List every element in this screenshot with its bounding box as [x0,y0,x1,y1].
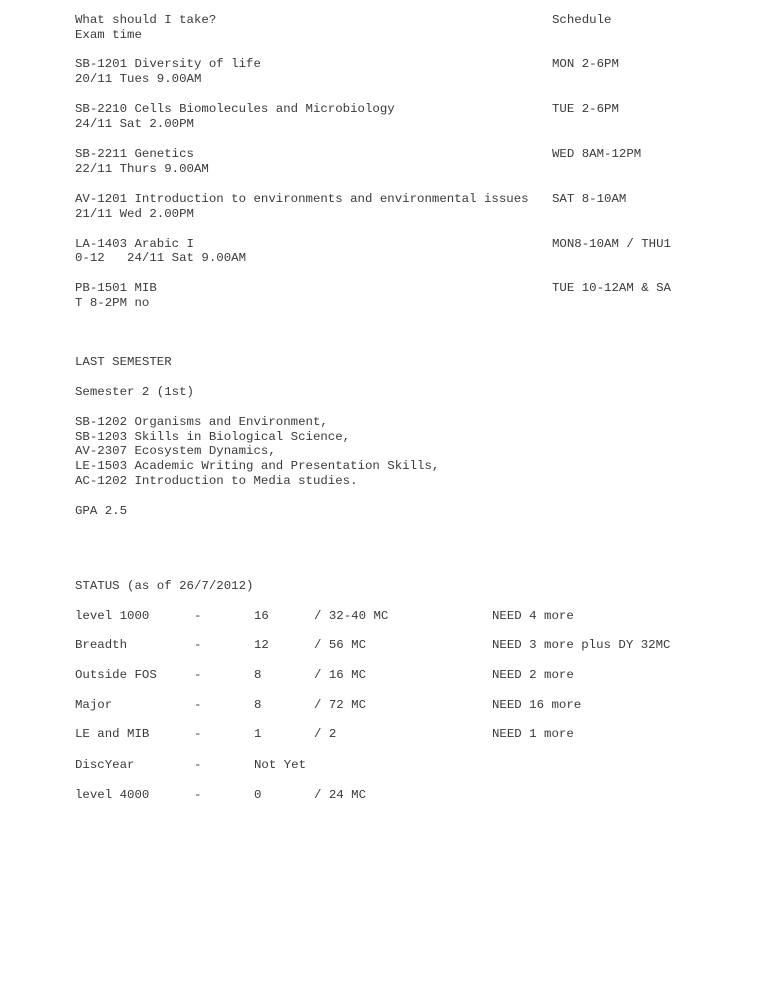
course-title: AV-1201 Introduction to environments and environmental issues [75,192,529,206]
status-heading: STATUS (as of 26/7/2012) [75,579,254,593]
status-value: 8 [254,698,262,712]
status-label: DiscYear [75,758,135,772]
status-label: level 1000 [75,609,150,623]
course-exam: 22/11 Thurs 9.00AM [75,162,209,176]
status-dash: - [194,727,202,741]
last-semester-course: SB-1203 Skills in Biological Science, [75,430,351,444]
status-total: / 56 MC [314,638,367,652]
last-semester-heading: LAST SEMESTER [75,355,172,369]
gpa: GPA 2.5 [75,504,128,518]
course-schedule: MON8-10AM / THU1 [552,237,671,251]
status-dash: - [194,609,202,623]
last-semester-course: AC-1202 Introduction to Media studies. [75,474,358,488]
status-dash: - [194,668,202,682]
status-label: Major [75,698,113,712]
semester-label: Semester 2 (1st) [75,385,194,399]
status-need: NEED 4 more [492,609,574,623]
status-value: 12 [254,638,269,652]
course-exam: 0-12 24/11 Sat 9.00AM [75,251,247,265]
status-value: 16 [254,609,269,623]
course-exam: 20/11 Tues 9.00AM [75,72,202,86]
status-need: NEED 3 more plus DY 32MC [492,638,671,652]
course-schedule: SAT 8-10AM [552,192,627,206]
course-exam: 24/11 Sat 2.00PM [75,117,194,131]
course-title: LA-1403 Arabic I [75,237,194,251]
status-label: level 4000 [75,788,150,802]
status-label: LE and MIB [75,727,150,741]
status-value: 1 [254,727,262,741]
status-total: / 16 MC [314,668,367,682]
last-semester-course: LE-1503 Academic Writing and Presentation Skills, [75,459,440,473]
course-schedule: TUE 10-12AM & SA [552,281,671,295]
status-dash: - [194,758,202,772]
course-title: SB-2210 Cells Biomolecules and Microbiology [75,102,395,116]
header-schedule: Schedule [552,13,612,27]
course-schedule: MON 2-6PM [552,57,619,71]
status-dash: - [194,698,202,712]
status-value: 8 [254,668,262,682]
header-question: What should I take? [75,13,217,27]
status-dash: - [194,788,202,802]
last-semester-course: AV-2307 Ecosystem Dynamics, [75,444,276,458]
status-total: / 32-40 MC [314,609,389,623]
course-title: PB-1501 MIB [75,281,157,295]
status-total: / 24 MC [314,788,367,802]
status-value: Not Yet [254,758,307,772]
course-title: SB-2211 Genetics [75,147,194,161]
course-schedule: WED 8AM-12PM [552,147,642,161]
status-total: / 2 [314,727,337,741]
course-schedule: TUE 2-6PM [552,102,619,116]
status-label: Outside FOS [75,668,157,682]
header-exam-time: Exam time [75,28,142,42]
status-dash: - [194,638,202,652]
status-label: Breadth [75,638,128,652]
status-value: 0 [254,788,262,802]
last-semester-course: SB-1202 Organisms and Environment, [75,415,328,429]
status-total: / 72 MC [314,698,367,712]
status-need: NEED 1 more [492,727,574,741]
course-exam: 21/11 Wed 2.00PM [75,207,194,221]
course-title: SB-1201 Diversity of life [75,57,261,71]
status-need: NEED 16 more [492,698,582,712]
status-need: NEED 2 more [492,668,574,682]
course-exam: T 8-2PM no [75,296,150,310]
